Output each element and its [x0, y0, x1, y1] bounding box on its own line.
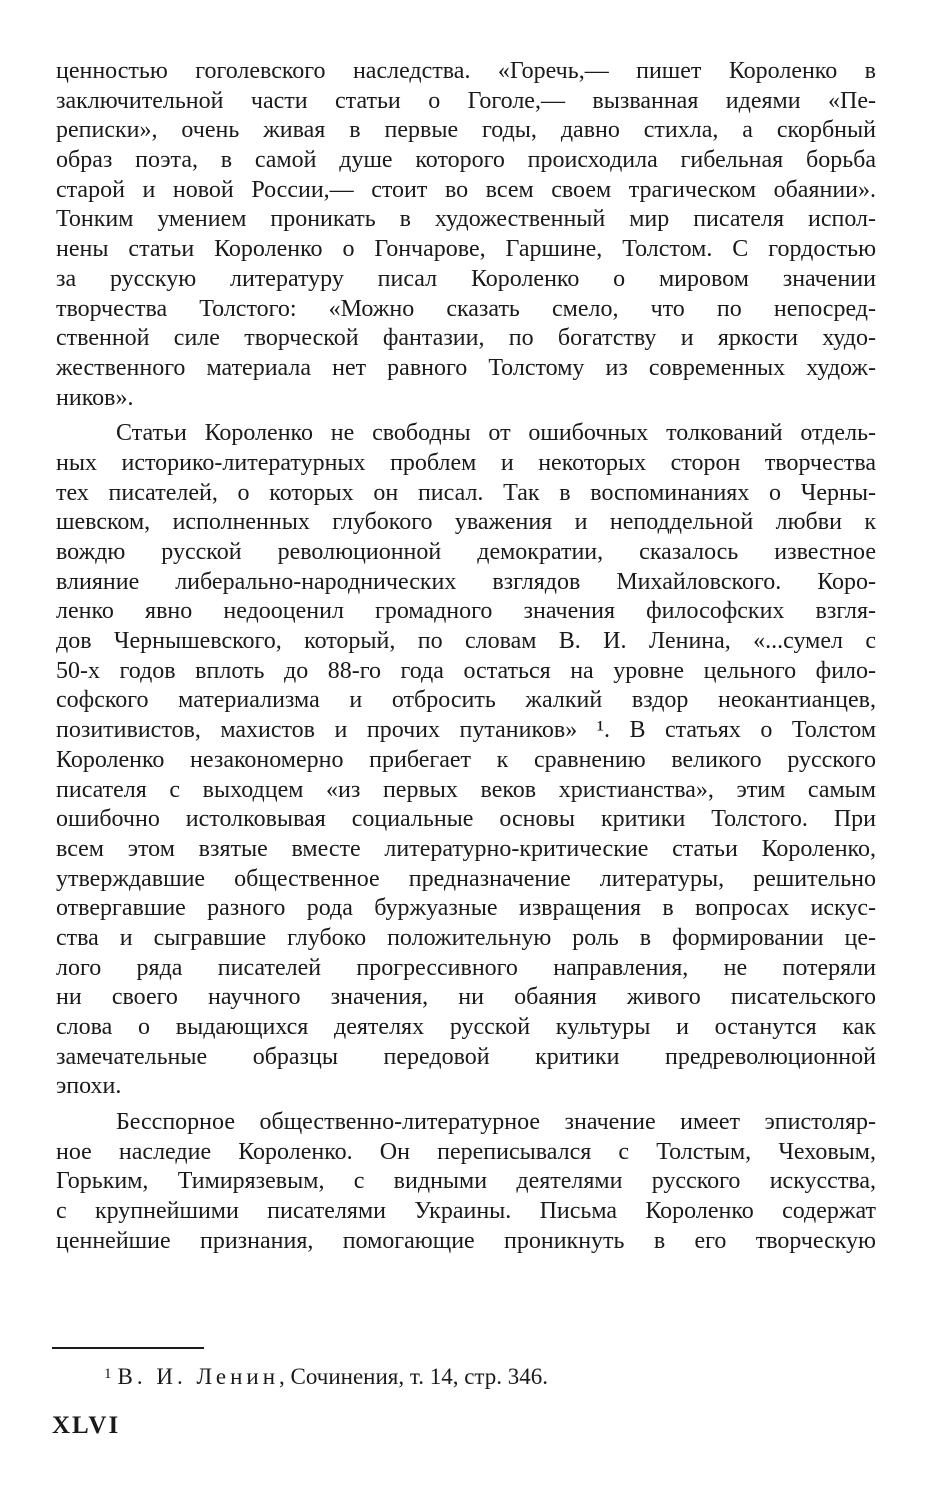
text-line: дов Чернышевского, который, по словам В. И. Ленина, «...сумел с: [56, 628, 876, 655]
text-line: эпохи.: [56, 1073, 122, 1100]
text-line: старой и новой России,— стоит во всем своем трагическом обаянии».: [56, 176, 876, 203]
text-line: вождю русской революционной демократии, сказалось известное: [56, 539, 876, 565]
text-line: Горьким, Тимирязевым, с видными деятелями русского искусства,: [56, 1168, 876, 1195]
text-line: тех писателей, о которых он писал. Так в воспоминаниях о Черны-: [56, 479, 876, 506]
text-line: ценнейшие признания, помогающие проникнуть в его творческую: [56, 1227, 876, 1254]
text-line: ное наследие Короленко. Он переписывался с Толстым, Чеховым,: [56, 1138, 876, 1165]
footnote-author: В. И. Ленин: [117, 1364, 280, 1389]
text-line: ошибочно истолковывая социальные основы критики Толстого. При: [56, 806, 876, 833]
text-line: образ поэта, в самой душе которого происходила гибельная борьба: [56, 147, 876, 174]
text-line: ников».: [56, 384, 134, 411]
footnote-divider: [52, 1347, 204, 1349]
text-line: Статьи Короленко не свободны от ошибочных толкований отдель-: [116, 420, 876, 447]
text-line: всем этом взятые вместе литературно-критические статьи Короленко,: [56, 835, 876, 862]
text-line: нены статьи Короленко о Гончарове, Гаршине, Толстом. С гордостью: [56, 236, 876, 263]
text-line: влияние либерально-народнических взглядов Михайловского. Коро-: [56, 568, 876, 595]
text-line: ства и сыгравшие глубоко положительную роль в формировании це-: [56, 924, 876, 951]
text-line: Бесспорное общественно-литературное значение имеет эпистоляр-: [116, 1109, 876, 1136]
text-line: реписки», очень живая в первые годы, давно стихла, а скорбный: [56, 117, 876, 144]
text-line: слова о выдающихся деятелях русской культуры и останутся как: [56, 1014, 876, 1040]
text-line: жественного материала нет равного Толстому из современных худож-: [56, 354, 876, 381]
text-line: ни своего научного значения, ни обаяния живого писательского: [56, 984, 876, 1011]
text-line: Короленко незакономерно прибегает к сравнению великого русского: [56, 746, 876, 773]
text-line: ленко явно недооценил громадного значения философских взгля-: [56, 598, 876, 625]
text-line: отвергавшие разного рода буржуазные извращения в вопросах искус-: [56, 895, 876, 922]
text-line: творчества Толстого: «Можно сказать смело, что по непосред-: [56, 295, 876, 322]
paragraph-2: [56, 419, 876, 1102]
footnote-marker: 1: [104, 1366, 112, 1382]
paragraph-3: [56, 1108, 876, 1256]
text-line: 50-х годов вплоть до 88-го года остаться на уровне цельного фило-: [56, 657, 876, 684]
text-line: ных историко-литературных проблем и некоторых сторон творчества: [56, 449, 876, 476]
text-line: ценностью гоголевского наследства. «Горечь,— пишет Короленко в: [56, 58, 876, 84]
text-line: лого ряда писателей прогрессивного направления, не потеряли: [56, 954, 876, 981]
text-line: ственной силе творческой фантазии, по богатству и яркости худо-: [56, 325, 876, 352]
text-line: заключительной части статьи о Гоголе,— вызванная идеями «Пе-: [56, 87, 876, 114]
paragraph-1: [56, 57, 876, 413]
text-line: за русскую литературу писал Короленко о мировом значении: [56, 265, 876, 292]
text-line: позитивистов, махистов и прочих путаников» ¹. В статьях о Толстом: [56, 717, 876, 744]
text-line: замечательные образцы передовой критики предреволюционной: [56, 1043, 876, 1070]
text-line: утверждавшие общественное предназначение литературы, решительно: [56, 865, 876, 892]
footnote-source: , Сочинения, т. 14, стр. 346.: [279, 1364, 548, 1389]
text-line: писателя с выходцем «из первых веков христианства», этим самым: [56, 776, 876, 803]
text-line: шевском, исполненных глубокого уважения и неподдельной любви к: [56, 509, 876, 536]
footnote: [104, 1364, 548, 1390]
page-number: XLVI: [52, 1412, 121, 1439]
text-line: софского материализма и отбросить жалкий вздор неокантианцев,: [56, 687, 876, 714]
main-text: [56, 57, 876, 1257]
text-line: с крупнейшими писателями Украины. Письма Короленко содержат: [56, 1198, 876, 1225]
text-line: Тонким умением проникать в художественный мир писателя испол-: [56, 206, 876, 233]
